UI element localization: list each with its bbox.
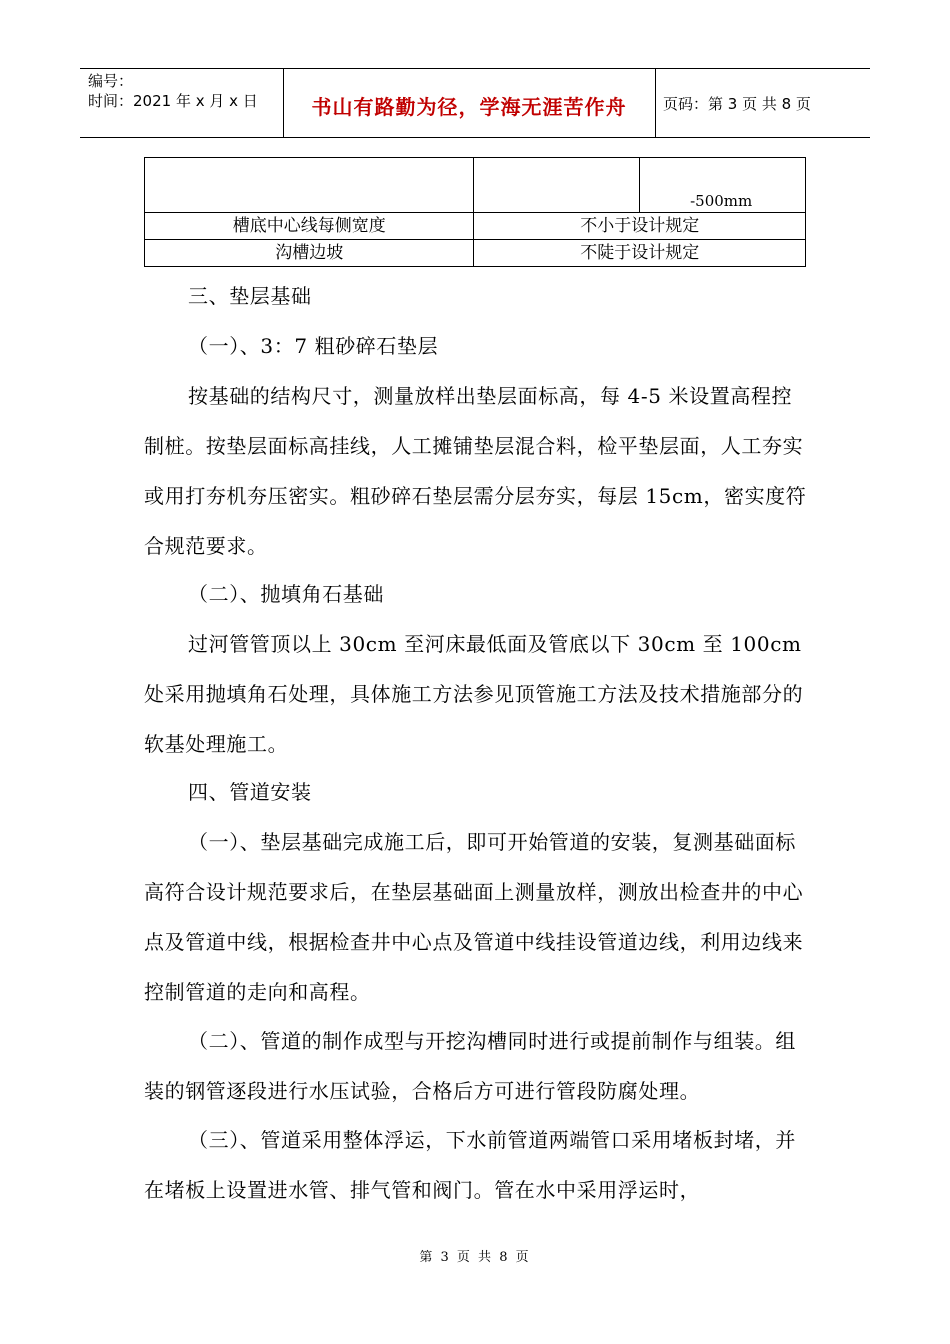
header-divider bbox=[655, 69, 656, 137]
header-motto: 书山有路勤为径，学海无涯苦作舟 bbox=[311, 95, 627, 119]
page-footer: 第 3 页 共 8 页 bbox=[419, 1250, 531, 1265]
subsection-heading: （一）、3：7 粗砂碎石垫层 bbox=[188, 334, 439, 358]
time-label: 时间：2021 年 x 月 x 日 bbox=[88, 92, 258, 110]
table-cell-item: 槽底中心线每侧宽度 bbox=[145, 213, 474, 240]
table-cell-item: 沟槽边坡 bbox=[145, 240, 474, 267]
spec-table bbox=[144, 157, 806, 267]
body-paragraph: （一）、垫层基础完成施工后，即可开始管道的安装，复测基础面标高符合设计规范要求后，在垫层基础面上测量放样，测放出检查井的中心点及管道中线，根据检查井中心点及管道中线挂设管道边线，利用边线来控制管道的走向和高程。 bbox=[144, 830, 804, 1004]
body-paragraph: 过河管管顶以上 30cm 至河床最低面及管底以下 30cm 至 100cm 处采用抛填角石处理，具体施工方法参见顶管施工方法及技术措施部分的软基处理施工。 bbox=[144, 632, 804, 756]
header-page-info: 页码：第 3 页 共 8 页 bbox=[663, 95, 811, 113]
table-row bbox=[145, 158, 806, 213]
table-cell: -500mm bbox=[640, 158, 806, 213]
body-paragraph: （三）、管道采用整体浮运，下水前管道两端管口采用堵板封堵，并在堵板上设置进水管、排气管和阀门。管在水中采用浮运时， bbox=[144, 1128, 796, 1202]
page-header bbox=[80, 68, 870, 138]
table-cell bbox=[145, 158, 474, 213]
number-label: 编号： bbox=[88, 72, 134, 90]
table-cell-value: 不陡于设计规定 bbox=[474, 240, 806, 267]
body-paragraph: 按基础的结构尺寸，测量放样出垫层面标高，每 4-5 米设置高程控制桩。按垫层面标高挂线，人工摊铺垫层混合料，检平垫层面，人工夯实或用打夯机夯压密实。粗砂碎石垫层需分层夯实，每层 15cm，密实度符合规范要求。 bbox=[144, 384, 807, 558]
header-meta bbox=[88, 71, 258, 111]
section-heading: 三、垫层基础 bbox=[188, 284, 312, 308]
section-heading: 四、管道安装 bbox=[188, 780, 312, 804]
body-paragraph: （二）、管道的制作成型与开挖沟槽同时进行或提前制作与组装。组装的钢管逐段进行水压试验，合格后方可进行管段防腐处理。 bbox=[144, 1029, 796, 1103]
subsection-heading: （二）、抛填角石基础 bbox=[188, 582, 384, 606]
table-row bbox=[145, 213, 806, 240]
table-cell-value: 不小于设计规定 bbox=[474, 213, 806, 240]
table-cell bbox=[474, 158, 640, 213]
table-row bbox=[145, 240, 806, 267]
